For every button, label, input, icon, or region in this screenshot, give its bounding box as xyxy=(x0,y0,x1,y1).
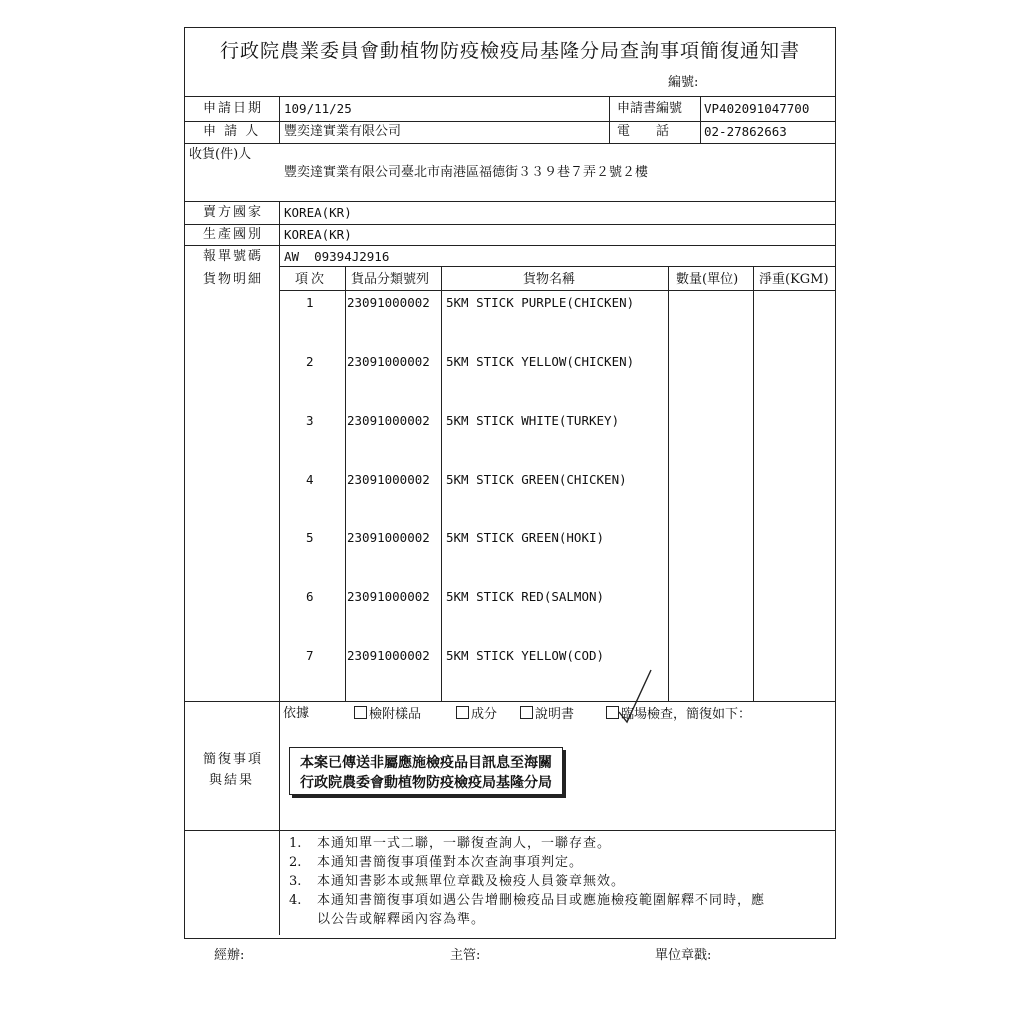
reply-section-label-1: 簡復事項 xyxy=(203,752,264,767)
unit-seal-label: 單位章戳: xyxy=(655,948,712,963)
goods-row-name: 5KM STICK YELLOW(CHICKEN) xyxy=(446,354,635,369)
declaration-number-value: AW 09394J2916 xyxy=(284,249,390,264)
option-onsite-inspection-label: 臨場檢查，簡復如下： xyxy=(621,707,752,722)
option-samples-label: 檢附樣品 xyxy=(369,707,422,722)
goods-row-no: 7 xyxy=(306,648,314,663)
note-number: 4. xyxy=(289,893,302,908)
manual-checkbox[interactable] xyxy=(520,706,533,719)
goods-row-no: 5 xyxy=(306,530,314,545)
goods-row-name: 5KM STICK PURPLE(CHICKEN) xyxy=(446,295,635,310)
goods-header-hs-code: 貨品分類號列 xyxy=(351,272,430,287)
note-number: 1. xyxy=(289,836,302,851)
consignee-label: 收貨(件)人 xyxy=(189,147,252,162)
note-text: 本通知書影本或無單位章戳及檢疫人員簽章無效。 xyxy=(317,874,626,889)
result-stamp-line-1: 本案已傳送非屬應施檢疫品目訊息至海關 xyxy=(300,755,552,771)
applicant-value: 豐奕達實業有限公司 xyxy=(284,124,402,139)
goods-row-code: 23091000002 xyxy=(347,354,430,369)
reply-section-label-2: 與結果 xyxy=(209,773,255,788)
seller-country-label: 賣方國家 xyxy=(203,205,264,220)
goods-row-name: 5KM STICK RED(SALMON) xyxy=(446,589,605,604)
goods-header-quantity: 數量(單位) xyxy=(676,272,739,287)
ingredients-checkbox[interactable] xyxy=(456,706,469,719)
goods-row-code: 23091000002 xyxy=(347,648,430,663)
option-ingredients[interactable] xyxy=(456,706,497,723)
form-title: 行政院農業委員會動植物防疫檢疫局基隆分局查詢事項簡復通知書 xyxy=(219,40,800,62)
goods-row-code: 23091000002 xyxy=(347,530,430,545)
goods-row-name: 5KM STICK GREEN(HOKI) xyxy=(446,530,605,545)
apply-date-value: 109/11/25 xyxy=(284,101,352,116)
consignee-value: 豐奕達實業有限公司臺北市南港區福德街３３９巷７弄２號２樓 xyxy=(284,165,649,180)
result-stamp-line-2: 行政院農委會動植物防疫檢疫局基隆分局 xyxy=(300,775,552,791)
handler-signature-label: 經辦: xyxy=(214,948,245,963)
application-number-value: VP402091047700 xyxy=(704,101,810,116)
samples-checkbox[interactable] xyxy=(354,706,367,719)
goods-detail-label: 貨物明細 xyxy=(203,272,264,287)
origin-country-label: 生產國別 xyxy=(203,227,264,242)
note-number: 2. xyxy=(289,855,302,870)
origin-country-value: KOREA(KR) xyxy=(284,227,352,242)
doc-number-label: 編號: xyxy=(668,75,699,90)
note-text: 本通知書簡復事項如遇公告增刪檢疫品目或應施檢疫範圍解釋不同時，應 xyxy=(317,893,766,908)
option-manual-label: 說明書 xyxy=(535,707,575,722)
note-text: 本通知單一式二聯，一聯復查詢人，一聯存查。 xyxy=(317,836,612,851)
supervisor-signature-label: 主管: xyxy=(450,948,481,963)
notice-form xyxy=(184,27,836,939)
goods-row-name: 5KM STICK WHITE(TURKEY) xyxy=(446,413,620,428)
option-manual[interactable] xyxy=(520,706,574,723)
goods-row-code: 23091000002 xyxy=(347,295,430,310)
basis-label: 依據 xyxy=(283,706,310,721)
goods-row-no: 4 xyxy=(306,472,314,487)
declaration-number-label: 報單號碼 xyxy=(203,249,264,264)
goods-row-no: 2 xyxy=(306,354,314,369)
handwritten-check-mark-icon xyxy=(615,668,655,724)
phone-label: 電 話 xyxy=(617,124,670,139)
result-stamp xyxy=(289,747,563,795)
application-number-label: 申請書編號 xyxy=(617,101,683,116)
goods-row-code: 23091000002 xyxy=(347,589,430,604)
note-number: 3. xyxy=(289,874,302,889)
seller-country-value: KOREA(KR) xyxy=(284,205,352,220)
goods-row-code: 23091000002 xyxy=(347,472,430,487)
note-text: 本通知書簡復事項僅對本次查詢事項判定。 xyxy=(317,855,584,870)
option-samples[interactable] xyxy=(354,706,421,723)
goods-row-no: 6 xyxy=(306,589,314,604)
applicant-label: 申 請 人 xyxy=(203,124,261,139)
goods-row-no: 3 xyxy=(306,413,314,428)
phone-value: 02-27862663 xyxy=(704,124,787,139)
goods-row-name: 5KM STICK GREEN(CHICKEN) xyxy=(446,472,627,487)
apply-date-label: 申請日期 xyxy=(203,101,264,116)
note-text: 以公告或解釋函內容為準。 xyxy=(317,912,486,927)
goods-row-name: 5KM STICK YELLOW(COD) xyxy=(446,648,605,663)
goods-header-goods-name: 貨物名稱 xyxy=(523,272,576,287)
goods-row-no: 1 xyxy=(306,295,314,310)
goods-row-code: 23091000002 xyxy=(347,413,430,428)
option-ingredients-label: 成分 xyxy=(471,707,498,722)
goods-header-item-no: 項次 xyxy=(295,272,328,287)
goods-header-net-weight: 淨重(KGM) xyxy=(759,272,829,287)
